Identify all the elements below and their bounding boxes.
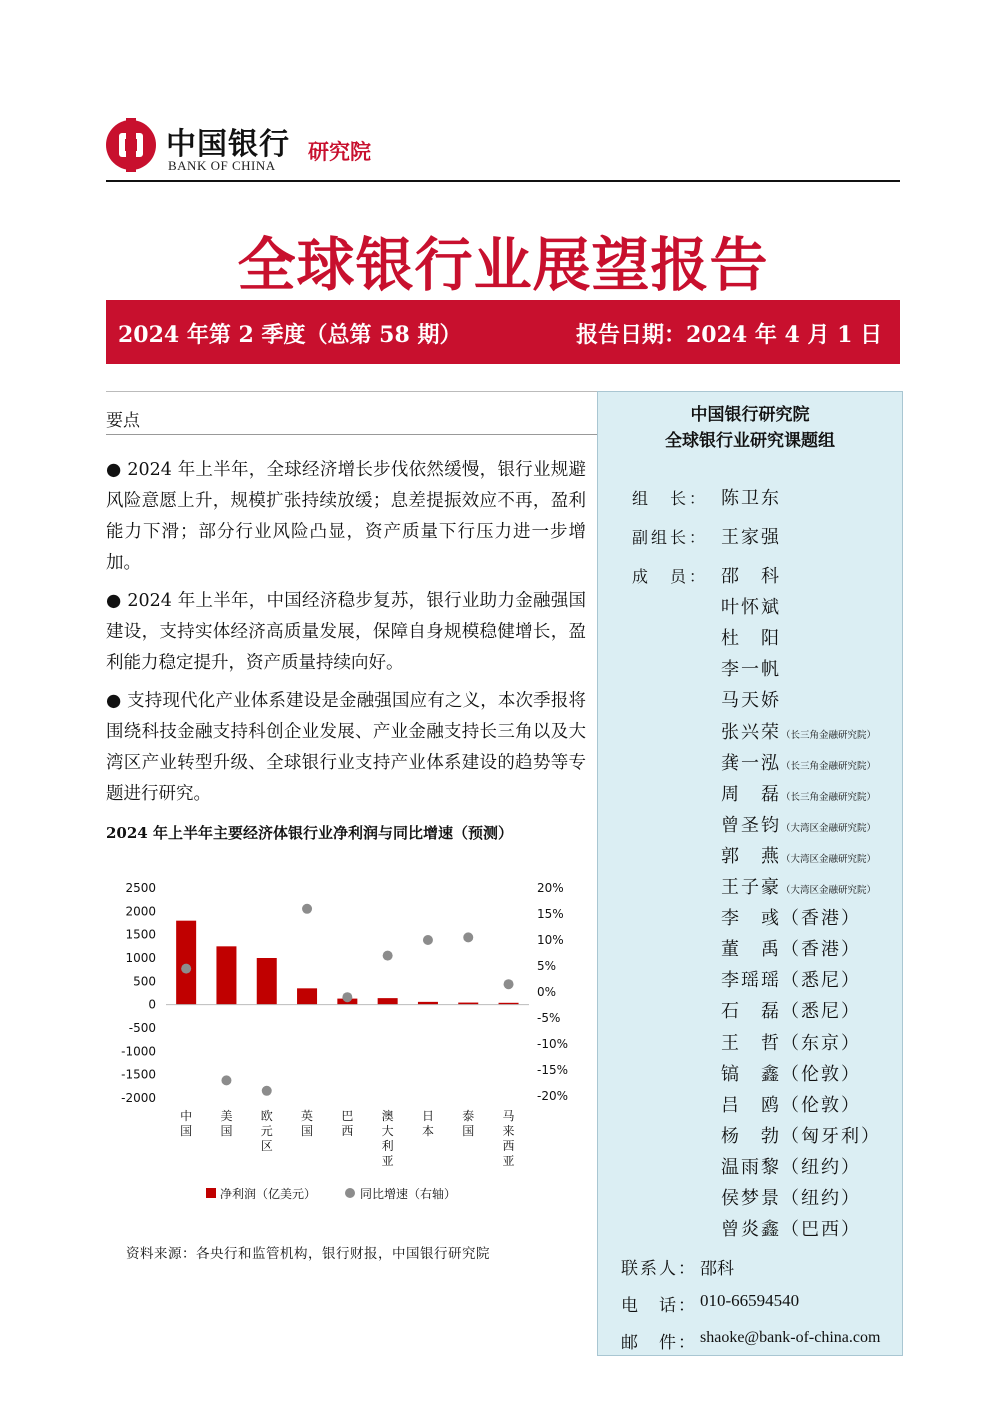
category-label-char: 美 <box>220 1109 233 1123</box>
team-member-name: 李一帆 <box>721 659 781 681</box>
team-member-affiliation: （大湾区金融研究院） <box>781 885 877 896</box>
category-label-char: 国 <box>301 1124 314 1138</box>
team-member-name: 邵 科 <box>721 566 781 587</box>
team-member-name: 吕 鸥（伦敦） <box>721 1094 861 1116</box>
left-axis-tick-label: 0 <box>148 997 156 1012</box>
left-axis-tick-label: -500 <box>128 1021 156 1035</box>
category-label-char: 国 <box>220 1124 233 1138</box>
team-member-name: 曾炎鑫（巴西） <box>721 1219 861 1241</box>
category-label-char: 国 <box>462 1124 475 1138</box>
team-member <box>721 1153 861 1179</box>
category-label-char: 马 <box>502 1109 515 1123</box>
team-member-name: 王 哲（东京） <box>721 1032 861 1054</box>
team-member-name: 曾圣钧 <box>721 814 781 836</box>
team-member <box>721 1091 861 1117</box>
phone-label: 电 话： <box>621 1296 697 1316</box>
email-label: 邮 件： <box>621 1333 697 1353</box>
keypoint-paragraph: ● 支持现代化产业体系建设是金融强国应有之义，本次季报将围绕科技金融支持科创企业发展、产业金融支持长三角以及大湾区产业转型升级、全球银行业支持产业体系建设的趋势等专题进行研究。 <box>106 691 586 804</box>
contact-label: 联系人： <box>621 1259 697 1279</box>
team-member-name: 周 磊 <box>721 783 781 805</box>
keypoints-divider <box>106 434 597 435</box>
team-member <box>721 1184 861 1210</box>
team-member-name: 郭 燕 <box>721 845 781 867</box>
category-label-char: 欧 <box>260 1109 273 1123</box>
growth-point <box>221 1075 231 1085</box>
growth-point <box>181 964 191 974</box>
category-label-char: 日 <box>421 1109 434 1123</box>
team-member <box>721 1122 881 1148</box>
team-member-name: 董 禹（香港） <box>721 939 861 961</box>
legend-point-swatch <box>345 1188 355 1198</box>
team-member-name: 李瑶瑶（悉尼） <box>721 970 861 992</box>
left-axis-tick-label: 1000 <box>125 951 156 965</box>
section-top-divider <box>106 391 597 392</box>
growth-point <box>504 979 514 989</box>
team-member-affiliation: （长三角金融研究院） <box>781 729 877 741</box>
members-label: 成 员： <box>632 567 709 586</box>
team-member-name: 龚一泓 <box>721 752 781 774</box>
category-label-char: 澳 <box>381 1109 394 1123</box>
left-axis-tick-label: 2500 <box>125 881 156 895</box>
category-label-char: 本 <box>421 1124 434 1138</box>
chart-title: 2024 年上半年主要经济体银行业净利润与同比增速（预测） <box>106 824 513 842</box>
profit-bar <box>378 998 398 1005</box>
department-name: 研究院 <box>308 139 371 164</box>
team-member-name: 杨 勃（匈牙利） <box>721 1125 881 1147</box>
team-member <box>721 593 781 619</box>
growth-point <box>423 935 433 945</box>
team-member <box>721 842 876 868</box>
legend-bar-label: 净利润（亿美元） <box>220 1187 317 1201</box>
team-member <box>721 686 781 712</box>
profit-bar <box>297 988 317 1004</box>
category-label-char: 元 <box>260 1124 273 1138</box>
category-label-char: 亚 <box>381 1154 394 1168</box>
bank-profit-chart <box>106 860 586 1220</box>
left-axis-tick-label: -2000 <box>121 1091 156 1105</box>
keypoint-paragraph: ● 2024 年上半年，全球经济增长步伐依然缓慢，银行业规避风险意愿上升，规模扩张持续放缓；息差提振效应不再，盈利能力下滑；部分行业风险凸显，资产质量下行压力进一步增加。 <box>106 460 586 573</box>
team-member <box>721 718 876 744</box>
growth-point <box>302 904 312 914</box>
right-axis-tick-label: 20% <box>537 881 564 895</box>
chart-source: 资料来源：各央行和监管机构，银行财报，中国银行研究院 <box>126 1246 490 1262</box>
team-member <box>721 655 781 681</box>
deputy-label: 副组长： <box>632 528 709 547</box>
contact-name: 邵科 <box>700 1259 734 1279</box>
deputy-name: 王家强 <box>721 527 781 548</box>
category-label-char: 中 <box>180 1109 193 1123</box>
right-axis-tick-label: -20% <box>537 1089 569 1103</box>
team-member-name: 温雨黎（纽约） <box>721 1156 861 1178</box>
legend-point-label: 同比增速（右轴） <box>360 1187 457 1201</box>
left-axis-tick-label: 1500 <box>125 927 156 942</box>
profit-bar <box>216 946 236 1004</box>
profit-bar <box>176 921 196 1005</box>
left-axis-tick-label: -1500 <box>121 1067 156 1082</box>
team-member <box>721 904 861 930</box>
category-label-char: 来 <box>502 1124 515 1138</box>
team-member <box>721 966 861 992</box>
category-label-char: 泰 <box>462 1109 475 1123</box>
profit-bar <box>257 958 277 1005</box>
category-label-char: 西 <box>341 1124 354 1138</box>
team-member <box>721 873 876 899</box>
logo-english-text: BANK OF CHINA <box>168 158 276 173</box>
team-member-name: 石 磊（悉尼） <box>721 1001 861 1023</box>
right-axis-tick-label: 15% <box>537 907 564 921</box>
team-member <box>721 749 876 775</box>
category-label-char: 英 <box>301 1109 314 1123</box>
report-date: 报告日期：2024 年 4 月 1 日 <box>576 322 883 348</box>
team-member <box>721 780 876 806</box>
right-axis-tick-label: -15% <box>537 1063 569 1077</box>
left-axis-tick-label: 500 <box>133 974 156 989</box>
team-member-affiliation: （长三角金融研究院） <box>781 760 877 772</box>
team-member <box>721 997 861 1023</box>
team-member <box>721 1215 861 1241</box>
category-label-char: 西 <box>502 1139 515 1153</box>
report-title: 全球银行业展望报告 <box>237 231 769 299</box>
bank-logo-icon <box>106 120 156 170</box>
team-member-name: 叶怀斌 <box>721 597 781 619</box>
team-member-affiliation: （大湾区金融研究院） <box>781 853 877 865</box>
team-member <box>721 1029 861 1055</box>
category-label-char: 大 <box>381 1124 394 1138</box>
issue-label: 2024 年第 2 季度（总第 58 期） <box>118 322 462 348</box>
left-axis-tick-label: -1000 <box>121 1044 156 1059</box>
team-member-name: 马天娇 <box>721 690 781 712</box>
right-axis-tick-label: 0% <box>537 985 557 999</box>
legend-bar-swatch <box>206 1188 216 1198</box>
category-label-char: 区 <box>260 1139 273 1153</box>
team-member-affiliation: （大湾区金融研究院） <box>781 822 877 834</box>
team-member-name: 李 彧（香港） <box>721 908 861 930</box>
growth-point <box>463 932 473 942</box>
right-axis-tick-label: 5% <box>537 959 557 973</box>
sidebar-group: 全球银行业研究课题组 <box>665 431 835 451</box>
growth-point <box>342 992 352 1002</box>
keypoint-paragraph: ● 2024 年上半年，中国经济稳步复苏，银行业助力金融强国建设，支持实体经济高质量发展，保障自身规模稳健增长，盈利能力稳定提升，资产质量持续向好。 <box>106 591 586 673</box>
right-axis-tick-label: 10% <box>537 933 564 947</box>
logo-chinese-text: 中国银行 <box>166 127 290 162</box>
category-label-char: 巴 <box>341 1109 354 1123</box>
header-divider <box>106 180 900 182</box>
team-member-name: 杜 阳 <box>721 628 781 650</box>
right-axis-tick-label: -10% <box>537 1037 569 1051</box>
team-member-name: 张兴荣 <box>721 721 781 743</box>
leader-label: 组 长： <box>632 489 709 508</box>
team-member <box>721 624 781 650</box>
team-member <box>721 1060 861 1086</box>
team-member-name: 镐 鑫（伦敦） <box>721 1063 861 1085</box>
team-member <box>721 562 781 588</box>
category-label-char: 利 <box>381 1139 394 1153</box>
growth-point <box>262 1086 272 1096</box>
keypoints-heading: 要点 <box>106 411 140 431</box>
category-label-char: 国 <box>180 1124 193 1138</box>
team-member <box>721 935 861 961</box>
leader-name: 陈卫东 <box>721 488 781 509</box>
left-axis-tick-label: 2000 <box>125 904 156 919</box>
category-label-char: 亚 <box>502 1154 515 1168</box>
team-member-name: 王子豪 <box>721 877 781 898</box>
phone-number: 010-66594540 <box>700 1291 800 1310</box>
sidebar-org: 中国银行研究院 <box>690 405 810 425</box>
right-axis-tick-label: -5% <box>537 1011 561 1025</box>
team-member <box>721 811 876 837</box>
team-member-name: 侯梦景（纽约） <box>721 1188 861 1209</box>
growth-point <box>383 951 393 961</box>
email-address[interactable]: shaoke@bank-of-china.com <box>700 1329 881 1346</box>
team-member-affiliation: （长三角金融研究院） <box>781 791 877 803</box>
